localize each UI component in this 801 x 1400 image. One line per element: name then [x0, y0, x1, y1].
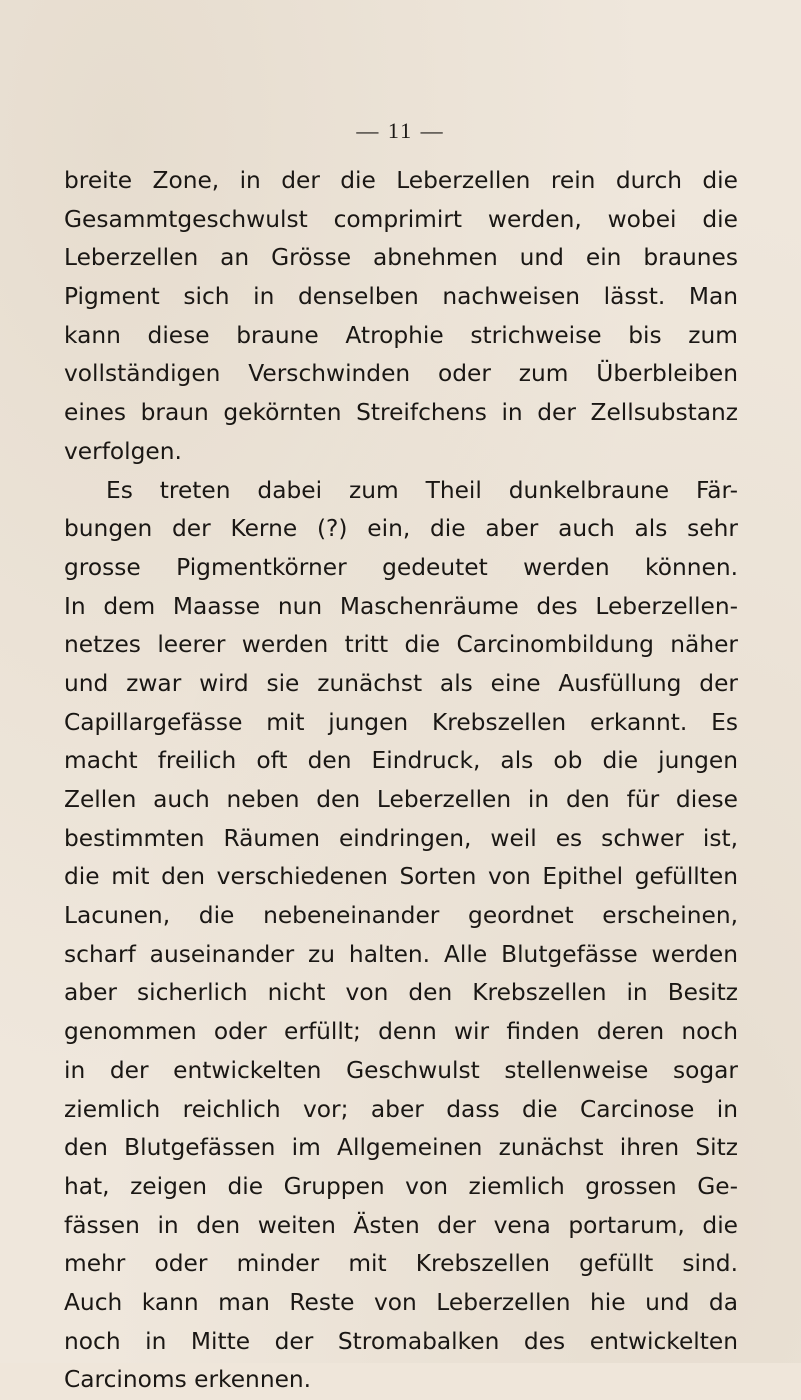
- text-line: mehr oder minder mit Krebszellen gefüllt sind.: [64, 1250, 738, 1278]
- text-line: In dem Maasse nun Maschenräume des Leberzellen-: [64, 592, 738, 620]
- text-line: in der entwickelten Geschwulst stellenweise sogar: [64, 1056, 738, 1084]
- text-line: bestimmten Räumen eindringen, weil es schwer ist,: [64, 824, 738, 852]
- text-line: bungen der Kerne (?) ein, die aber auch als sehr: [64, 515, 738, 543]
- text-line: Auch kann man Reste von Leberzellen hie und da: [64, 1288, 738, 1316]
- text-line: eines braun gekörnten Streifchens in der Zellsubstanz: [64, 399, 738, 427]
- text-line: grosse Pigmentkörner gedeutet werden können.: [64, 553, 738, 581]
- text-line: genommen oder erfüllt; denn wir finden deren noch: [64, 1018, 738, 1046]
- text-line-paragraph-end: verfolgen.: [64, 437, 182, 465]
- page-number-header: — 11 —: [356, 118, 445, 143]
- text-line: den Blutgefässen im Allgemeinen zunächst ihren Sitz: [64, 1134, 738, 1162]
- text-line: breite Zone, in der die Leberzellen rein durch die: [64, 167, 738, 194]
- text-line: kann diese braune Atrophie strichweise bis zum: [64, 321, 738, 349]
- text-line: vollständigen Verschwinden oder zum Überbleiben: [64, 360, 738, 388]
- text-line: aber sicherlich nicht von den Krebszellen in Besitz: [64, 979, 738, 1007]
- text-line: fässen in den weiten Ästen der vena portarum, die: [64, 1211, 738, 1239]
- text-line: und zwar wird sie zunächst als eine Ausfüllung der: [64, 669, 738, 697]
- text-line: hat, zeigen die Gruppen von ziemlich grossen Ge-: [64, 1172, 738, 1200]
- body-text: [64, 162, 738, 1400]
- text-line-paragraph-end: Carcinoms erkennen.: [64, 1366, 312, 1394]
- text-line: die mit den verschiedenen Sorten von Epithel gefüllten: [64, 863, 738, 891]
- text-line: noch in Mitte der Stromabalken des entwickelten: [64, 1327, 738, 1355]
- text-line: Gesammtgeschwulst comprimirt werden, wobei die: [64, 205, 738, 233]
- text-line: ziemlich reichlich vor; aber dass die Carcinose in: [64, 1095, 738, 1123]
- text-line: Lacunen, die nebeneinander geordnet erscheinen,: [64, 902, 738, 930]
- text-line: netzes leerer werden tritt die Carcinombildung näher: [64, 631, 738, 659]
- text-line: Leberzellen an Grösse abnehmen und ein braunes: [64, 244, 738, 272]
- text-line: Pigment sich in denselben nachweisen lässt. Man: [64, 283, 738, 311]
- text-line: scharf auseinander zu halten. Alle Blutgefässe werden: [64, 940, 738, 968]
- text-line: Zellen auch neben den Leberzellen in den für diese: [64, 786, 738, 813]
- text-line-paragraph-start: Es treten dabei zum Theil dunkelbraune Fär-: [106, 476, 738, 504]
- text-line: macht freilich oft den Eindruck, als ob die jungen: [64, 747, 738, 775]
- text-line: Capillargefässe mit jungen Krebszellen erkannt. Es: [64, 708, 738, 736]
